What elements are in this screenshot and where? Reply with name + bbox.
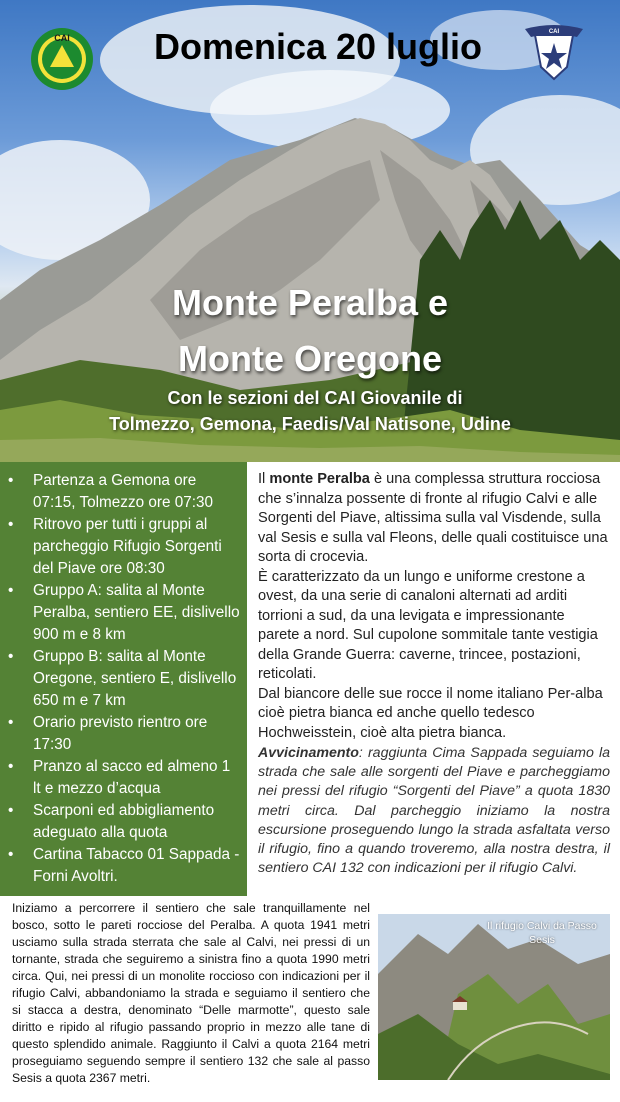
route-description: Iniziamo a percorrere il sentiero che sale tranquillamente nel bosco, sotto le pareti rocciose del Peralba. A quota 1941 metri usciamo sulla strada sterrata che sale al Calvi, nei pressi di un tornante, strada che seguiremo a sinistra fino a quota 1990 metri circa. Qui, nei pressi di un monolite roccioso con indicazioni per il rifugio Calvi, abbandoniamo la strada e seguiamo il sentiero che si stacca a destra, denominato “Delle marmotte”, questo sale diritto e ripido al rifugio passando proprio in mezzo alle tane di questo splendido animale. Raggiunto il Calvi a quota 2164 metri proseguiamo seguendo sempre il sentiero 132 che sale al passo Sesis a quota 2367 metri.: [12, 901, 370, 1085]
rifugio-photo: [378, 914, 610, 1080]
approach-label: Avvicinamento: [258, 745, 359, 761]
photo-caption: Il rifugio Calvi da Passo Sesis: [487, 920, 597, 946]
info-item: [0, 756, 247, 800]
info-item: [0, 712, 247, 756]
mountain-description: [258, 470, 610, 743]
bullet-icon: •: [8, 582, 14, 599]
info-item-text: Ritrovo per tutti i gruppi al parcheggio Rifugio Sorgenti del Piave ore 08:30: [33, 516, 222, 577]
info-item-text: Gruppo A: salita al Monte Peralba, sentiero EE, dislivello 900 m e 8 km: [33, 582, 240, 643]
info-item-text: Partenza a Gemona ore 07:15, Tolmezzo ore 07:30: [33, 472, 213, 511]
description-paragraph: Dal biancore delle sue rocce il nome italiano Per-alba cioè pietra bianca ed anche quello tedesco Hochweisstein, cioè alta pietra bianca.: [258, 685, 603, 741]
bullet-icon: •: [8, 802, 14, 819]
bullet-icon: •: [8, 472, 14, 489]
info-item: [0, 844, 247, 888]
info-item-text: Gruppo B: salita al Monte Oregone, sentiero E, dislivello 650 m e 7 km: [33, 648, 237, 709]
description-paragraph: È caratterizzato da un lungo e uniforme crestone a ovest, da una serie di canaloni alternati ad arditi torrioni a sud, da una levigata e impressionante parete a nord. Sul cupolone sommitale tante vestigia della Grande Guerra: caverne, trincee, postazioni, reticolati.: [258, 568, 598, 682]
info-item: [0, 580, 247, 646]
approach-section: [258, 744, 610, 878]
description-text: è una complessa struttura rocciosa che s’innalza possente di fronte al rifugio Calvi e alle Sorgenti del Piave, altissima sulla val Visdende, sulla val Sesis e sulla val Fleons, delle quali costituisce una sorta di crocevia.: [258, 471, 608, 565]
description-paragraph: [258, 470, 610, 568]
bullet-icon: •: [8, 846, 14, 863]
bullet-icon: •: [8, 758, 14, 775]
bullet-icon: •: [8, 714, 14, 731]
description-prefix: Il: [258, 471, 270, 487]
info-item-text: Orario previsto rientro ore 17:30: [33, 714, 208, 753]
event-date: Domenica 20 luglio: [153, 26, 483, 67]
event-title-line2: Monte Oregone: [177, 338, 442, 379]
cai-logo-text: CAI: [54, 33, 70, 43]
info-item: [0, 800, 247, 844]
info-panel: [0, 462, 247, 896]
event-subtitle-line2: Tolmezzo, Gemona, Faedis/Val Natisone, Udine: [109, 414, 511, 434]
info-item: [0, 514, 247, 580]
info-item-text: Scarponi ed abbigliamento adeguato alla quota: [33, 802, 215, 841]
approach-text: : raggiunta Cima Sappada seguiamo la strada che sale alle sorgenti del Piave e parcheggiamo nei pressi del rifugio “Sorgenti del Piave” a quota 1830 metri circa. Dal parcheggio iniziamo la nostra escursione proseguendo lungo la strada asfaltata verso il rifugio, fino a quando troveremo, alla nostra destra, il sentiero CAI 132 con indicazioni per il rifugio Calvi.: [258, 745, 610, 877]
hero-banner: [0, 0, 620, 462]
info-item-text: Pranzo al sacco ed almeno 1 lt e mezzo d’acqua: [33, 758, 231, 797]
info-item-text: Cartina Tabacco 01 Sappada - Forni Avoltri.: [33, 846, 240, 885]
club-logo-text: CAI: [548, 29, 560, 35]
bullet-icon: •: [8, 516, 14, 533]
info-item: [0, 646, 247, 712]
event-subtitle-line1: Con le sezioni del CAI Giovanile di: [167, 388, 463, 408]
event-title-line1: Monte Peralba e: [171, 282, 449, 323]
info-item: [0, 470, 247, 514]
info-list: [0, 462, 247, 888]
mountain-name: monte Peralba: [269, 471, 370, 487]
bullet-icon: •: [8, 648, 14, 665]
cai-club-logo: [521, 21, 587, 81]
